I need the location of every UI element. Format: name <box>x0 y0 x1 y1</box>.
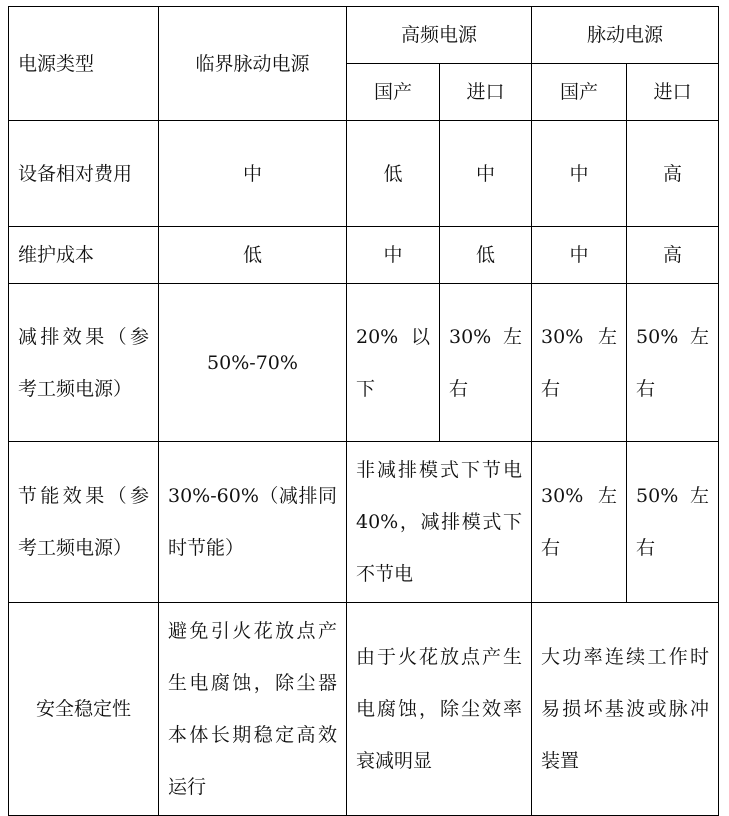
header-high-freq: 高频电源 <box>347 7 532 64</box>
row-equipment-cost <box>9 121 719 227</box>
cell-pulse-imported: 50% 左右 <box>627 284 719 442</box>
cell-pulse-imported: 高 <box>627 227 719 284</box>
cell-hf-imported: 低 <box>440 227 532 284</box>
header-type-label: 电源类型 <box>9 7 159 121</box>
row-energy-saving <box>9 442 719 603</box>
row-label: 减排效果（参考工频电源） <box>9 284 159 442</box>
header-pulse: 脉动电源 <box>532 7 719 64</box>
row-safety-stability <box>9 603 719 816</box>
cell-hf-imported: 中 <box>440 121 532 227</box>
cell-pulse-domestic: 中 <box>532 121 627 227</box>
header-pulse-domestic: 国产 <box>532 64 627 121</box>
cell-critical: 30%-60%（减排同时节能） <box>159 442 347 603</box>
cell-critical: 低 <box>159 227 347 284</box>
row-maintenance-cost <box>9 227 719 284</box>
cell-pulse-domestic: 30% 左右 <box>532 284 627 442</box>
cell-hf-merged: 非减排模式下节电 40%，减排模式下不节电 <box>347 442 532 603</box>
cell-hf-imported: 30% 左右 <box>440 284 532 442</box>
cell-pulse-domestic: 中 <box>532 227 627 284</box>
cell-pulse-domestic: 30% 左右 <box>532 442 627 603</box>
cell-hf-domestic: 低 <box>347 121 440 227</box>
cell-pulse-imported: 50% 左右 <box>627 442 719 603</box>
cell-pulse-merged: 大功率连续工作时易损坏基波或脉冲装置 <box>532 603 719 816</box>
row-label: 安全稳定性 <box>9 603 159 816</box>
row-emission-reduction <box>9 284 719 442</box>
cell-critical: 中 <box>159 121 347 227</box>
header-hf-imported: 进口 <box>440 64 532 121</box>
cell-pulse-imported: 高 <box>627 121 719 227</box>
cell-hf-domestic: 中 <box>347 227 440 284</box>
cell-critical: 避免引火花放点产生电腐蚀，除尘器本体长期稳定高效运行 <box>159 603 347 816</box>
comparison-table <box>8 6 719 816</box>
row-label: 设备相对费用 <box>9 121 159 227</box>
cell-critical: 50%-70% <box>159 284 347 442</box>
row-label: 维护成本 <box>9 227 159 284</box>
header-row-1 <box>9 7 719 64</box>
cell-hf-domestic: 20% 以下 <box>347 284 440 442</box>
header-pulse-imported: 进口 <box>627 64 719 121</box>
row-label: 节能效果（参考工频电源） <box>9 442 159 603</box>
cell-hf-merged: 由于火花放点产生电腐蚀，除尘效率衰减明显 <box>347 603 532 816</box>
header-hf-domestic: 国产 <box>347 64 440 121</box>
header-critical-pulse: 临界脉动电源 <box>159 7 347 121</box>
